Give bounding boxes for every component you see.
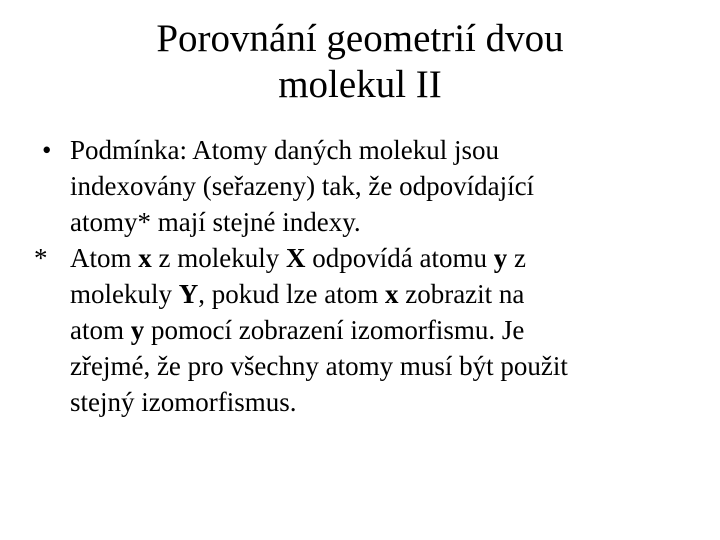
footnote-line-4: zřejmé, že pro všechny atomy musí být použit bbox=[70, 351, 568, 381]
footnote-line-3: atom y pomocí zobrazení izomorfismu. Je bbox=[70, 315, 525, 345]
slide-content bbox=[0, 132, 720, 420]
footnote-line-2: molekuly Y, pokud lze atom x zobrazit na bbox=[70, 279, 525, 309]
bullet-marker: • bbox=[42, 135, 52, 165]
bullet-line-1: Podmínka: Atomy daných molekul jsou bbox=[70, 135, 499, 165]
footnote-line-1: Atom x z molekuly X odpovídá atomu y z bbox=[70, 243, 526, 273]
bullet-line-3: atomy* mají stejné indexy. bbox=[70, 207, 361, 237]
bullet-line-2: indexovány (seřazeny) tak, že odpovídající bbox=[70, 171, 535, 201]
footnote-line-5: stejný izomorfismus. bbox=[70, 387, 297, 417]
title-line-2: molekul II bbox=[278, 63, 442, 106]
footnote-marker: * bbox=[34, 243, 48, 273]
slide-title bbox=[0, 16, 720, 108]
title-line-1: Porovnání geometrií dvou bbox=[156, 17, 564, 60]
bullet-paragraph bbox=[0, 132, 720, 240]
footnote-paragraph bbox=[0, 240, 720, 420]
